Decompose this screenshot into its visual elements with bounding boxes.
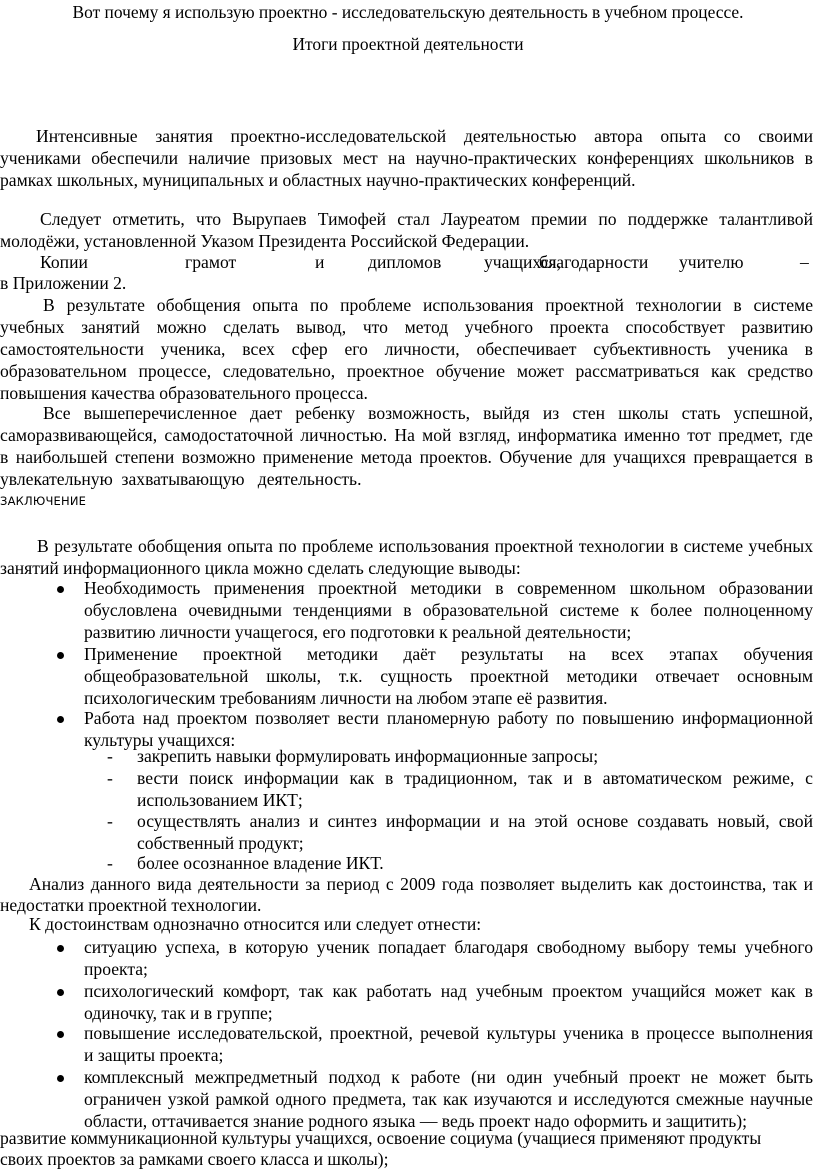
text-line: В результате обобщения опыта по проблеме использования проектной технологии в системе (43, 295, 813, 315)
word: – (800, 252, 809, 272)
text-line: Следует отметить, что Вырупаев Тимофей стал Лауреатом премии по поддержке талантливой (40, 209, 813, 229)
text-line: вести поиск информации как в традиционном, так и в автоматическом режиме, с (137, 768, 813, 788)
word: благодарности (539, 252, 649, 272)
text-line: молодёжи, установленной Указом Президента Российской Федерации. (0, 231, 530, 251)
text-line: Все вышеперечисленное дает ребенку возможность, выйдя из стен школы стать успешной, (43, 403, 813, 423)
bullet-icon (57, 1075, 64, 1082)
text-line: развитию личности учащегося, его подготовки к реальной деятельности; (84, 622, 632, 642)
word: учащихся, (484, 252, 562, 272)
word: учителю (679, 252, 744, 272)
word: и (315, 252, 325, 272)
text-line: Интенсивные занятия проектно-исследовательской деятельностью автора опыта со своими (36, 126, 813, 146)
text-line: Применение проектной методики даёт результаты на всех этапах обучения (84, 644, 813, 664)
text-line: увлекательную захватывающую деятельность. (0, 469, 362, 489)
text-line: образовательном процессе, следовательно, проектное обучение может рассматриваться как средство (0, 361, 813, 381)
bullet-icon (57, 586, 64, 593)
word: грамот (185, 252, 237, 272)
text-line: закрепить навыки формулировать информационные запросы; (137, 746, 599, 766)
text-line: более осознанное владение ИКТ. (137, 853, 384, 873)
text-line: ситуацию успеха, в которую ученик попадает благодаря свободному выбору темы учебного (84, 937, 813, 957)
word: дипломов (368, 252, 442, 272)
text-line: своих проектов за рамками своего класса и школы); (0, 1149, 389, 1169)
text-line: в Приложении 2. (0, 273, 127, 293)
bullet-icon (57, 652, 64, 659)
text-line: Анализ данного вида деятельности за период с 2009 года позволяет выделить как достоинства, так и (29, 874, 813, 894)
text-line: развитие коммуникационной культуры учащихся, освоение социума (учащиеся применяют продукты (0, 1128, 762, 1148)
text-line: в наибольшей степени возможно применение метода проектов. Обучение для учащихся превращается в (0, 447, 813, 467)
bullet-icon (57, 1031, 64, 1038)
bullet-icon (57, 989, 64, 996)
text-line: саморазвивающейся, самодостаточной личностью. На мой взгляд, информатика именно тот предмет, где (0, 425, 813, 445)
text-line: ограничен узкой рамкой одного предмета, так как изучаются и исследуются смежные научные (84, 1089, 813, 1109)
text-line: области, оттачивается знание родного языка — ведь проект надо оформить и защитить); (84, 1111, 748, 1131)
text-line: культуры учащихся: (84, 730, 236, 750)
dash-icon: - (107, 746, 113, 766)
text-line: психологический комфорт, так как работать над учебным проектом учащийся может как в (84, 981, 813, 1001)
text-line: учебных занятий можно сделать вывод, что метод учебного проекта способствует развитию (0, 317, 813, 337)
header-title: Итоги проектной деятельности (292, 34, 524, 54)
word: Копии (40, 252, 88, 272)
text-line: одиночку, так и в группе; (84, 1003, 273, 1023)
dash-icon: - (107, 768, 113, 788)
header-line-1: Вот почему я использую проектно - исследовательскую деятельность в учебном процессе. (72, 2, 744, 22)
text-line: и защиты проекта; (84, 1045, 224, 1065)
text-line: В результате обобщения опыта по проблеме использования проектной технологии в системе учебных (37, 536, 813, 556)
text-line: использованием ИКТ; (137, 790, 303, 810)
section-heading: ЗАКЛЮЧЕНИЕ (0, 494, 87, 508)
text-line: комплексный межпредметный подход к работе (ни один учебный проект не может быть (84, 1067, 813, 1087)
text-line: самостоятельности ученика, всех сфер его личности, обеспечивает субъективность ученика в (0, 339, 813, 359)
bullet-icon (57, 945, 64, 952)
text-line: рамках школьных, муниципальных и областных научно-практических конференций. (0, 170, 636, 190)
bullet-icon (57, 716, 64, 723)
text-line: Необходимость применения проектной методики в современном школьном образовании (84, 578, 813, 598)
text-line: проекта; (84, 959, 148, 979)
dash-icon: - (107, 853, 113, 873)
text-line: обусловлена очевидными тенденциями в образовательной системе к более полноценному (84, 600, 813, 620)
text-line: психологическим требованиям личности на любом этапе её развития. (84, 688, 608, 708)
text-line: повышение исследовательской, проектной, речевой культуры ученика в процессе выполнения (84, 1023, 813, 1043)
text-line: занятий информационного цикла можно сделать следующие выводы: (0, 558, 521, 578)
text-line: осуществлять анализ и синтез информации и на этой основе создавать новый, свой (137, 811, 813, 831)
dash-icon: - (107, 811, 113, 831)
merits-lead: К достоинствам однозначно относится или следует отнести: (29, 914, 482, 934)
text-line: недостатки проектной технологии. (0, 895, 262, 915)
text-line: Работа над проектом позволяет вести планомерную работу по повышению информационной (84, 708, 813, 728)
text-line: собственный продукт; (137, 833, 304, 853)
text-line: учениками обеспечили наличие призовых мест на научно-практических конференциях школьников в (0, 148, 813, 168)
text-line: общеобразовательной школы, т.к. сущность проектной методики отвечает основным (84, 666, 813, 686)
text-line: повышения качества образовательного процесса. (0, 383, 368, 403)
